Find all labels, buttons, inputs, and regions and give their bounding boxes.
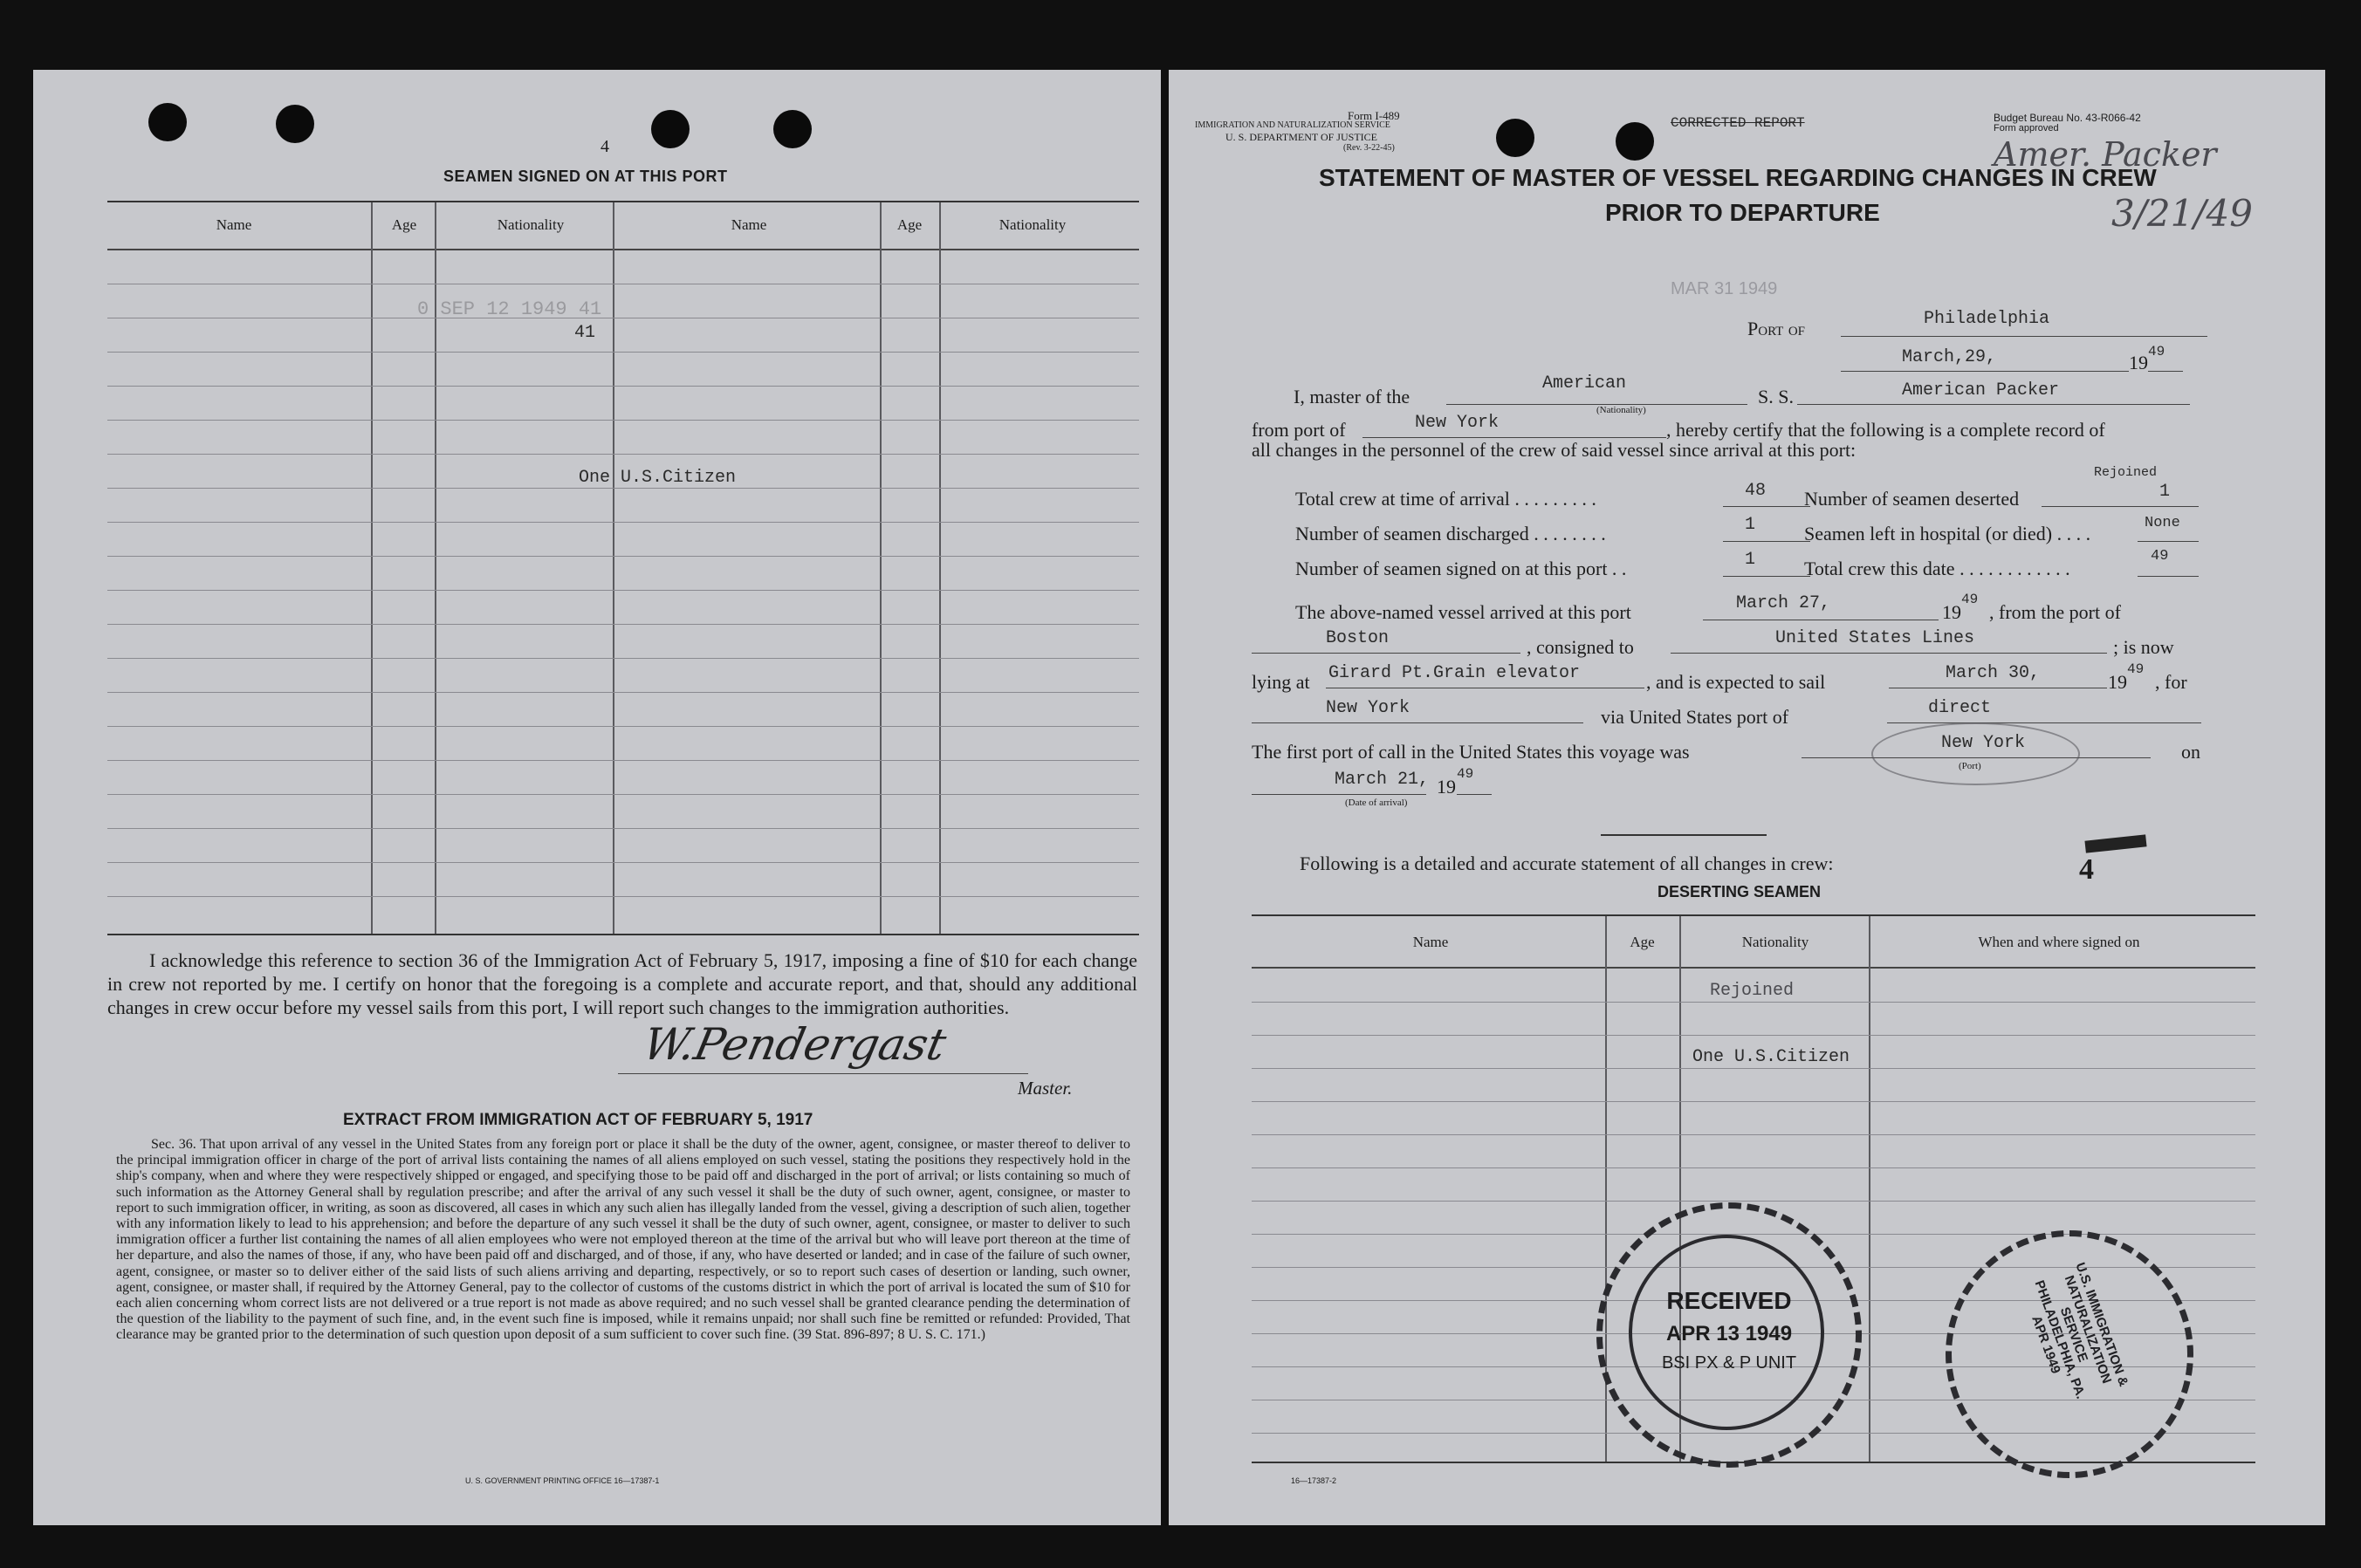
- seamen-hospital-label: Seamen left in hospital (or died) . . . .: [1804, 523, 2091, 544]
- first-arrival-year-line: [1457, 794, 1492, 795]
- via-line: [1887, 722, 2201, 723]
- master-label: I, master of the: [1294, 386, 1410, 407]
- separator: [1601, 834, 1767, 836]
- port-line: [1841, 336, 2207, 337]
- year-line: [2148, 371, 2183, 372]
- via-port: direct: [1928, 698, 1992, 718]
- table-row-line: [1252, 1035, 2255, 1036]
- ss-label: S. S.: [1758, 386, 1794, 407]
- following-label: Following is a detailed and accurate statement of all changes in crew:: [1300, 852, 1834, 874]
- from-port-label: from port of: [1252, 419, 1346, 441]
- seamen-hospital-line: [2138, 541, 2199, 542]
- nationality-caption: (Nationality): [1596, 405, 1646, 415]
- district-stamp-text: U.S. IMMIGRATION & NATURALIZATION SERVICE PHILADELPHIA, PA. APR 1949: [2028, 1260, 2131, 1401]
- table-row-line: [1252, 1068, 2255, 1069]
- seamen-discharged: 1: [1745, 515, 1756, 535]
- table-entry-1: Rejoined: [1710, 981, 1795, 1001]
- from-port-of: Boston: [1326, 628, 1390, 648]
- right-page: [1169, 70, 2325, 1525]
- table-entry-2: One U.S.Citizen: [1692, 1047, 1850, 1067]
- table-row-line: [107, 692, 1139, 693]
- table-row-line: [107, 862, 1139, 863]
- total-crew-arrival-line: [1723, 506, 1810, 507]
- received-stamp-title: RECEIVED: [1666, 1287, 1792, 1314]
- seamen-deserted-line: [2042, 506, 2199, 507]
- rev-date: (Rev. 3-22-45): [1343, 143, 1395, 153]
- seamen-discharged-label: Number of seamen discharged . . . . . . . .: [1295, 523, 1606, 544]
- column-header: Age: [896, 216, 923, 233]
- col-divider: [613, 202, 614, 934]
- col-divider: [880, 202, 882, 934]
- page-number: 4: [601, 137, 609, 156]
- page-reference: 4: [2079, 853, 2094, 886]
- scribble-mark: [2084, 834, 2146, 852]
- first-port-oval: [1871, 722, 2080, 785]
- table-header-border: [107, 249, 1139, 250]
- corrected-report: CORRECTED REPORT: [1671, 115, 1805, 131]
- year-prefix: 19: [2129, 352, 2148, 373]
- seamen-discharged-line: [1723, 541, 1810, 542]
- stamp-number: 41: [574, 323, 596, 343]
- form-title-line-2: PRIOR TO DEPARTURE: [1605, 199, 1880, 226]
- punch-hole-2: [276, 105, 314, 143]
- received-stamp: [1596, 1202, 1862, 1468]
- table-row-line: [1252, 1134, 2255, 1135]
- lying-label: lying at: [1252, 671, 1310, 693]
- sail-date: March 30,: [1946, 663, 2041, 683]
- table-row-line: [107, 556, 1139, 557]
- date-line: [1841, 371, 2129, 372]
- handwritten-note: Amer. Packer: [1994, 135, 2217, 174]
- deserting-title: DESERTING SEAMEN: [1658, 883, 1822, 900]
- table-entry: One U.S.Citizen: [579, 468, 737, 488]
- agency-line-1: IMMIGRATION AND NATURALIZATION SERVICE: [1195, 120, 1390, 130]
- column-header: Name: [1412, 934, 1449, 950]
- received-stamp-date: APR 13 1949: [1665, 1322, 1793, 1345]
- punch-hole-6: [1616, 122, 1654, 161]
- first-port: New York: [1941, 733, 2026, 753]
- table-row-line: [107, 420, 1139, 421]
- table-row-line: [107, 386, 1139, 387]
- vessel-line: [1797, 404, 2190, 405]
- extract-body: Sec. 36. That upon arrival of any vessel in the United States from any foreign port or place it shall be the duty of the owner, agent, consignee, or master thereof to deliver to the principal immigration officer in charge of the port of arrival lists containing the names of all aliens employed on such vessel, stating the positions they respectively hold in the ship's company, when and where they were respectively shipped or engaged, and specifying those to be paid off and discharged in the port of arrival; or lists containing so much of such information as the Attorney General shall by regulation prescribe; and after the arrival of any such vessel it shall be the duty of such owner, agent, consignee, or master to report to such immigration officer, in writing, as soon as discovered, all cases in which any such alien has illegally landed from the vessel, giving a description of such alien, together with any information likely to lead to his apprehension; and before the departure of any such vessel it shall be the duty of such owner, agent, consignee, or master to deliver to such immigration officer a further list containing the names of all alien employees who were not employed thereon at the time of the arrival but who will leave port thereon at the time of her departure, and also the names of those, if any, who have been paid off and discharged, and of those, if any, who have deserted or landed; and in case of the failure of such owner, agent, consignee, or master so to deliver either of the said lists of such aliens arriving and departing, respectively, or so to report such cases of desertion or landing, such owner, agent, consignee, or master shall, if required by the Attorney General, pay to the collector of customs of the customs district in which the port of arrival is located the sum of $10 for each alien concerning whom correct lists are not delivered or a true report is not made as above required; and no such vessel shall be granted clearance pending the determination of the question of the liability to the payment of such fine, and, in the event such fine is imposed, while it remains unpaid; nor shall such fine be remitted or refunded: Provided, That clearance may be granted prior to the determination of such question upon deposit of a sum sufficient to cover such fine. (39 Stat. 896-897; 8 U. S. C. 171.): [116, 1137, 1130, 1343]
- column-header: Nationality: [497, 216, 565, 233]
- form-approved: Form approved: [1994, 123, 2059, 134]
- table-bottom-border: [107, 934, 1139, 935]
- year-value: 49: [2148, 344, 2165, 359]
- first-arrival-line: [1252, 794, 1426, 795]
- date-caption: (Date of arrival): [1345, 798, 1408, 808]
- district-stamp: [1946, 1230, 2193, 1478]
- signature-line: [618, 1073, 1028, 1074]
- total-crew-date-line: [2138, 576, 2199, 577]
- all-changes-text: all changes in the personnel of the crew of said vessel since arrival at this port:: [1252, 439, 1857, 461]
- col-divider: [371, 202, 373, 934]
- column-header: Name: [216, 216, 252, 233]
- acknowledgement-text: I acknowledge this reference to section 36 of the Immigration Act of February 5, 1917, imposing a fine of $10 for each change in crew not reported by me. I certify on honor that the foregoing is a complete and accurate report, and that, should any additional changes in crew occur before my vessel sails from this port, I will report such changes to the immigration authorities.: [107, 949, 1137, 1018]
- handwritten-date: 3/21/49: [2111, 192, 2253, 235]
- table-top-border: [1252, 914, 2255, 916]
- from-port-of-label: , from the port of: [1989, 601, 2121, 623]
- punch-hole-5: [1496, 119, 1534, 157]
- expected-label: , and is expected to sail: [1646, 671, 1826, 693]
- punch-hole-4: [773, 110, 812, 148]
- nationality-value: American: [1542, 373, 1627, 394]
- table-row-line: [107, 896, 1139, 897]
- table-row-line: [107, 624, 1139, 625]
- consigned-label: , consigned to: [1527, 636, 1634, 658]
- consigned-to: United States Lines: [1775, 628, 1975, 648]
- signature-label: Master.: [1018, 1078, 1073, 1099]
- total-crew-date-label: Total crew this date . . . . . . . . . . . .: [1804, 558, 2070, 579]
- table-row-line: [107, 454, 1139, 455]
- sail-year-prefix: 19: [2108, 671, 2127, 693]
- from-port-value: New York: [1415, 413, 1500, 433]
- table-row-line: [107, 794, 1139, 795]
- table-top-border: [107, 201, 1139, 202]
- port-caption: (Port): [1959, 761, 1981, 771]
- printer-line: 16—17387-2: [1291, 1476, 1337, 1485]
- table-row-line: [1252, 1101, 2255, 1102]
- form-number: Form I-489: [1348, 109, 1400, 122]
- on-label: on: [2181, 741, 2200, 763]
- lying-at: Girard Pt.Grain elevator: [1328, 663, 1581, 683]
- table-row-line: [1252, 1002, 2255, 1003]
- faint-date-stamp: MAR 31 1949: [1671, 279, 1778, 298]
- arrival-date: March 27,: [1736, 593, 1831, 613]
- seamen-deserted: 1: [2159, 482, 2171, 502]
- table-row-line: [107, 726, 1139, 727]
- table-row-line: [107, 658, 1139, 659]
- column-header: Nationality: [1741, 934, 1809, 950]
- table-row-line: [107, 760, 1139, 761]
- table-row-line: [1252, 1201, 2255, 1202]
- table-row-line: [107, 590, 1139, 591]
- master-signature: W.Pendergast: [638, 1019, 951, 1070]
- consigned-line: [1671, 653, 2107, 654]
- total-crew-arrival-label: Total crew at time of arrival . . . . . . . . .: [1295, 488, 1596, 510]
- arrival-year: 49: [1961, 592, 1979, 607]
- punch-hole-1: [148, 103, 187, 141]
- seamen-deserted-label: Number of seamen deserted: [1804, 488, 2020, 510]
- total-crew-date: 49: [2151, 548, 2169, 565]
- seamen-hospital: None: [2145, 515, 2180, 531]
- table-row-line: [107, 828, 1139, 829]
- arrival-year-prefix: 19: [1942, 601, 1961, 623]
- punch-hole-3: [651, 110, 690, 148]
- column-header: Age: [1630, 934, 1655, 950]
- column-header: Nationality: [999, 216, 1067, 233]
- port-label: Port of: [1747, 318, 1806, 339]
- port-value: Philadelphia: [1924, 309, 2050, 329]
- from-port-of-line: [1252, 653, 1520, 654]
- destination: New York: [1326, 698, 1410, 718]
- form-title-line-1: STATEMENT OF MASTER OF VESSEL REGARDING CHANGES IN CREW: [1319, 164, 2157, 191]
- total-crew-arrival: 48: [1745, 481, 1767, 501]
- sail-year: 49: [2127, 661, 2145, 677]
- certify-text: , hereby certify that the following is a complete record of: [1666, 419, 2105, 441]
- first-port-label: The first port of call in the United States this voyage was: [1252, 741, 1690, 763]
- date-value: March,29,: [1902, 347, 1997, 367]
- faint-stamp: 0 SEP 12 1949 41: [417, 298, 602, 320]
- table-row-line: [107, 522, 1139, 523]
- seamen-signed-label: Number of seamen signed on at this port . .: [1295, 558, 1627, 579]
- table-row-line: [107, 488, 1139, 489]
- table-row-line: [1252, 1167, 2255, 1168]
- extract-title: EXTRACT FROM IMMIGRATION ACT OF FEBRUARY 5, 1917: [343, 1111, 813, 1129]
- vessel-name: American Packer: [1902, 380, 2060, 401]
- column-header: Age: [391, 216, 417, 233]
- first-arrival: March 21,: [1335, 770, 1430, 790]
- printer-line: U. S. GOVERNMENT PRINTING OFFICE 16—17387-1: [465, 1476, 660, 1485]
- column-header: When and where signed on: [1978, 934, 2140, 950]
- for-label: , for: [2155, 671, 2187, 693]
- left-page: [33, 70, 1161, 1525]
- seamen-signed-line: [1723, 576, 1810, 577]
- destination-line: [1252, 722, 1583, 723]
- rejoined-note: Rejoined: [2094, 465, 2158, 480]
- is-now-label: ; is now: [2113, 636, 2174, 658]
- table-header-border: [1252, 967, 2255, 969]
- agency-line-2: U. S. DEPARTMENT OF JUSTICE: [1225, 131, 1377, 143]
- col-divider: [939, 202, 941, 934]
- first-arrival-year: 49: [1457, 766, 1474, 782]
- seamen-signed: 1: [1745, 550, 1756, 570]
- budget-number: Budget Bureau No. 43-R066-42: [1994, 112, 2141, 124]
- table-title: SEAMEN SIGNED ON AT THIS PORT: [443, 168, 728, 185]
- table-row-line: [107, 352, 1139, 353]
- received-stamp-unit: BSI PX & P UNIT: [1661, 1353, 1797, 1373]
- column-header: Name: [731, 216, 767, 233]
- col-divider: [1869, 916, 1870, 1462]
- arrived-label: The above-named vessel arrived at this port: [1295, 601, 1631, 623]
- via-label: via United States port of: [1601, 706, 1789, 728]
- first-arrival-year-prefix: 19: [1437, 776, 1456, 798]
